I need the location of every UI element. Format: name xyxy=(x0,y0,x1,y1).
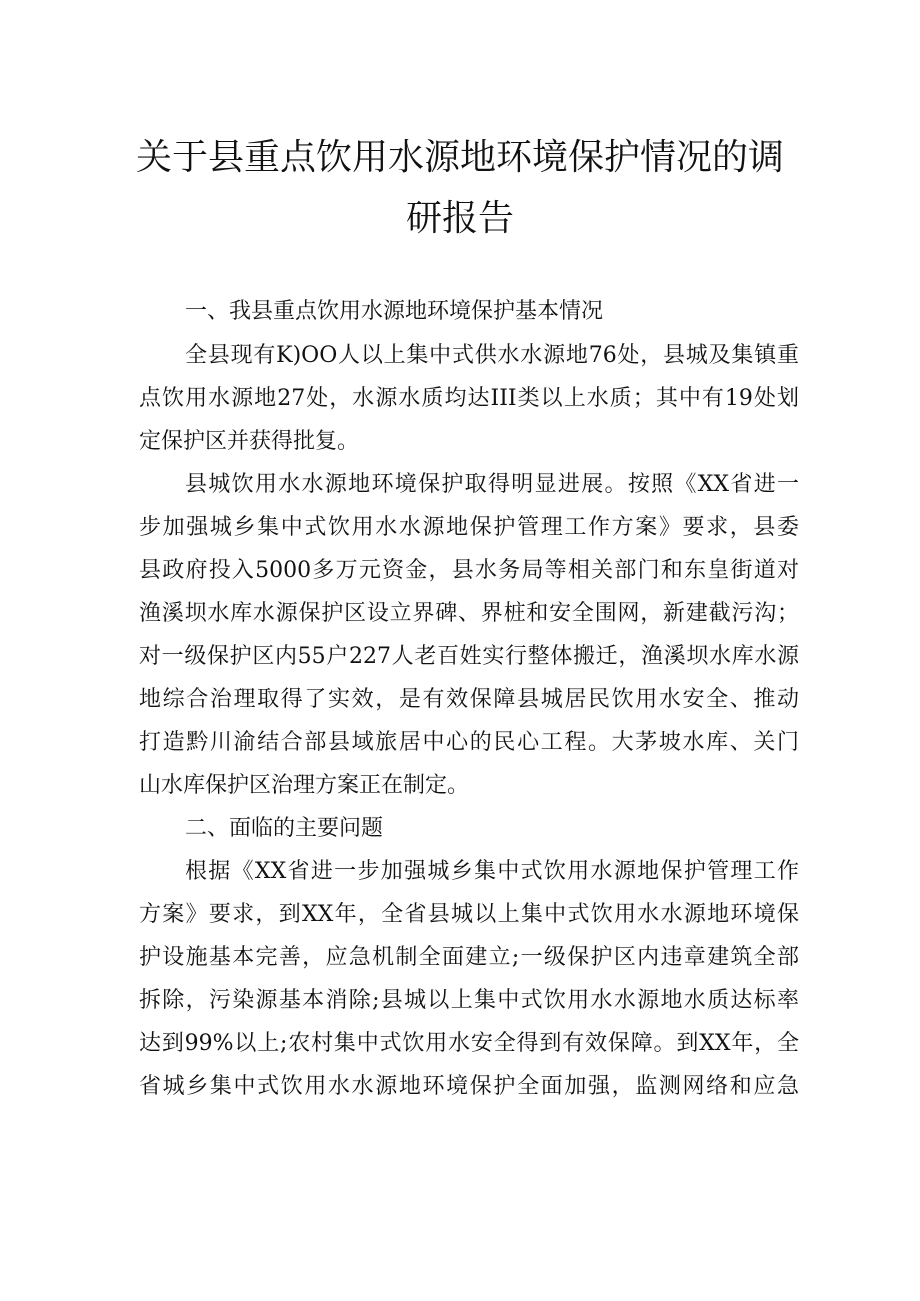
paragraph-1-line-2: 点饮用水源地27处，水源水质均达III类以上水质；其中有19处划 xyxy=(139,386,799,411)
paragraph-3-line-1: 根据《XX省进一步加强城乡集中式饮用水源地保护管理工作 xyxy=(185,859,799,884)
document-title-line-2: 研报告 xyxy=(405,198,514,239)
section-heading-1: 一、我县重点饮用水源地环境保护基本情况 xyxy=(185,299,604,324)
paragraph-3-line-4: 拆除，污染源基本消除;县城以上集中式饮用水水源地水质达标率 xyxy=(139,988,799,1013)
paragraph-2-line-2: 步加强城乡集中式饮用水水源地保护管理工作方案》要求，县委 xyxy=(139,515,799,540)
section-heading-2: 二、面临的主要问题 xyxy=(185,816,384,841)
paragraph-2-line-5: 对一级保护区内55户227人老百姓实行整体搬迁，渔溪坝水库水源 xyxy=(139,644,799,669)
paragraph-3-line-5: 达到99%以上;农村集中式饮用水安全得到有效保障。到XX年，全 xyxy=(139,1031,799,1056)
paragraph-2-line-4: 渔溪坝水库水源保护区设立界碑、界桩和安全围网，新建截污沟； xyxy=(139,601,799,626)
paragraph-1-line-1: 全县现有K)OO人以上集中式供水水源地76处，县城及集镇重 xyxy=(185,343,799,368)
document-title-line-1: 关于县重点饮用水源地环境保护情况的调 xyxy=(135,137,784,178)
paragraph-2-line-7: 打造黔川渝结合部县域旅居中心的民心工程。大茅坡水库、关门 xyxy=(139,730,799,755)
paragraph-2-line-6: 地综合治理取得了实效，是有效保障县城居民饮用水安全、推动 xyxy=(139,687,799,712)
paragraph-2-line-1: 县城饮用水水源地环境保护取得明显进展。按照《XX省进一 xyxy=(185,472,799,497)
paragraph-3-line-2: 方案》要求，到XX年，全省县城以上集中式饮用水水源地环境保 xyxy=(139,902,799,927)
paragraph-1-line-3: 定保护区并获得批复。 xyxy=(139,429,360,454)
paragraph-3-line-3: 护设施基本完善，应急机制全面建立;一级保护区内违章建筑全部 xyxy=(139,945,799,970)
paragraph-3-line-6: 省城乡集中式饮用水水源地环境保护全面加强，监测网络和应急 xyxy=(139,1074,799,1099)
paragraph-2-line-8: 山水库保护区治理方案正在制定。 xyxy=(139,773,470,798)
paragraph-2-line-3: 县政府投入5000多万元资金，县水务局等相关部门和东皇街道对 xyxy=(139,558,799,583)
